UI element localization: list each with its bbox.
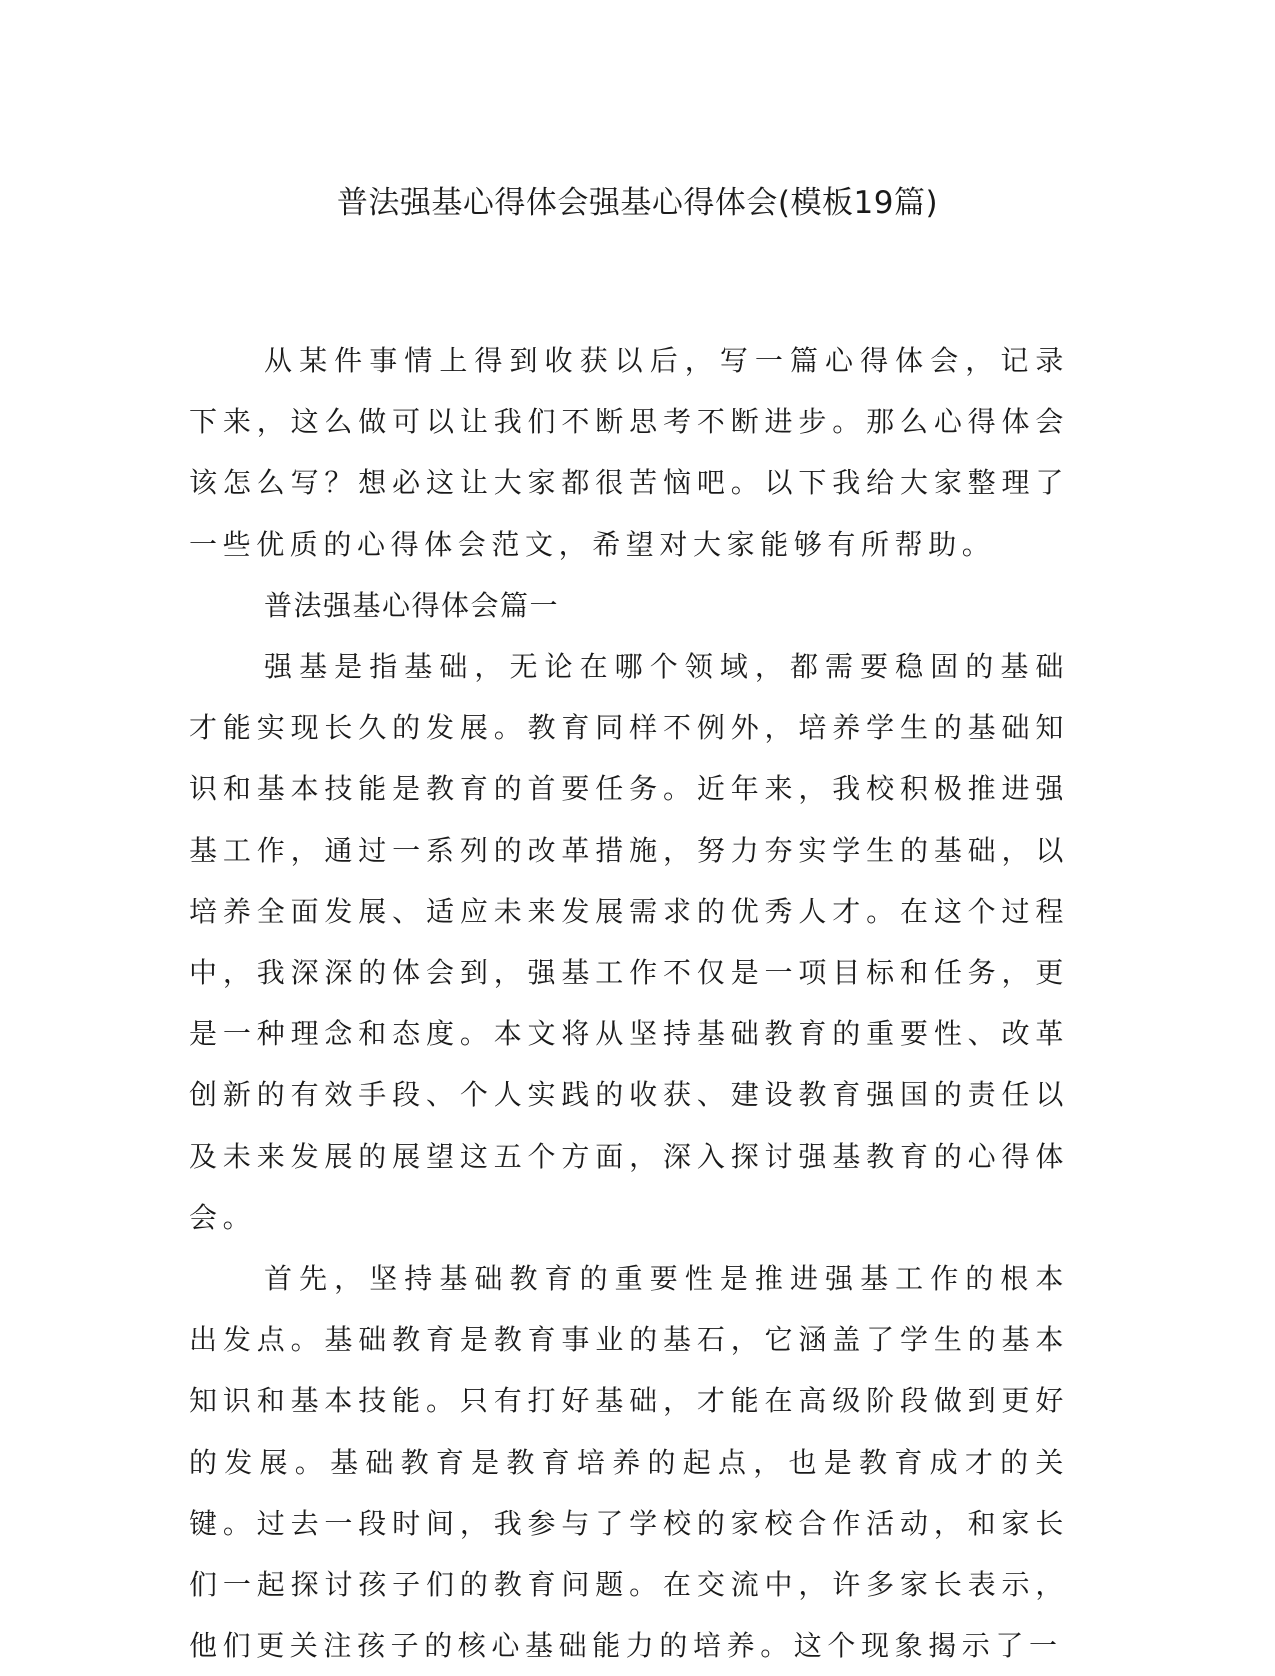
section-heading: 普法强基心得体会篇一	[264, 588, 560, 622]
intro-paragraph: 从某件事情上得到收获以后，写一篇心得体会，记录下来，这么做可以让我们不断思考不断进步。那么心得体会该怎么写？想必这让大家都很苦恼吧。以下我给大家整理了一些优质的心得体会范文，希望对大家能够有所帮助。	[189, 344, 1069, 561]
document-title: 普法强基心得体会强基心得体会(模板19篇)	[336, 185, 939, 221]
body-paragraph: 首先，坚持基础教育的重要性是推进强基工作的根本出发点。基础教育是教育事业的基石，它涵盖了学生的基本知识和基本技能。只有打好基础，才能在高级阶段做到更好的发展。基础教育是教育培养的起点，也是教育成才的关键。过去一段时间，我参与了学校的家校合作活动，和家长们一起探讨孩子们的教育问题。在交流中，许多家长表示，他们更关注孩子的核心基础能力的培养。这个现象揭示了一	[189, 1262, 1069, 1663]
body-paragraph: 强基是指基础，无论在哪个领域，都需要稳固的基础才能实现长久的发展。教育同样不例外，培养学生的基础知识和基本技能是教育的首要任务。近年来，我校积极推进强基工作，通过一系列的改革措施，努力夯实学生的基础，以培养全面发展、适应未来发展需求的优秀人才。在这个过程中，我深深的体会到，强基工作不仅是一项目标和任务，更是一种理念和态度。本文将从坚持基础教育的重要性、改革创新的有效手段、个人实践的收获、建设教育强国的责任以及未来发展的展望这五个方面，深入探讨强基教育的心得体会。	[189, 650, 1069, 1234]
document-body	[189, 330, 1069, 1676]
